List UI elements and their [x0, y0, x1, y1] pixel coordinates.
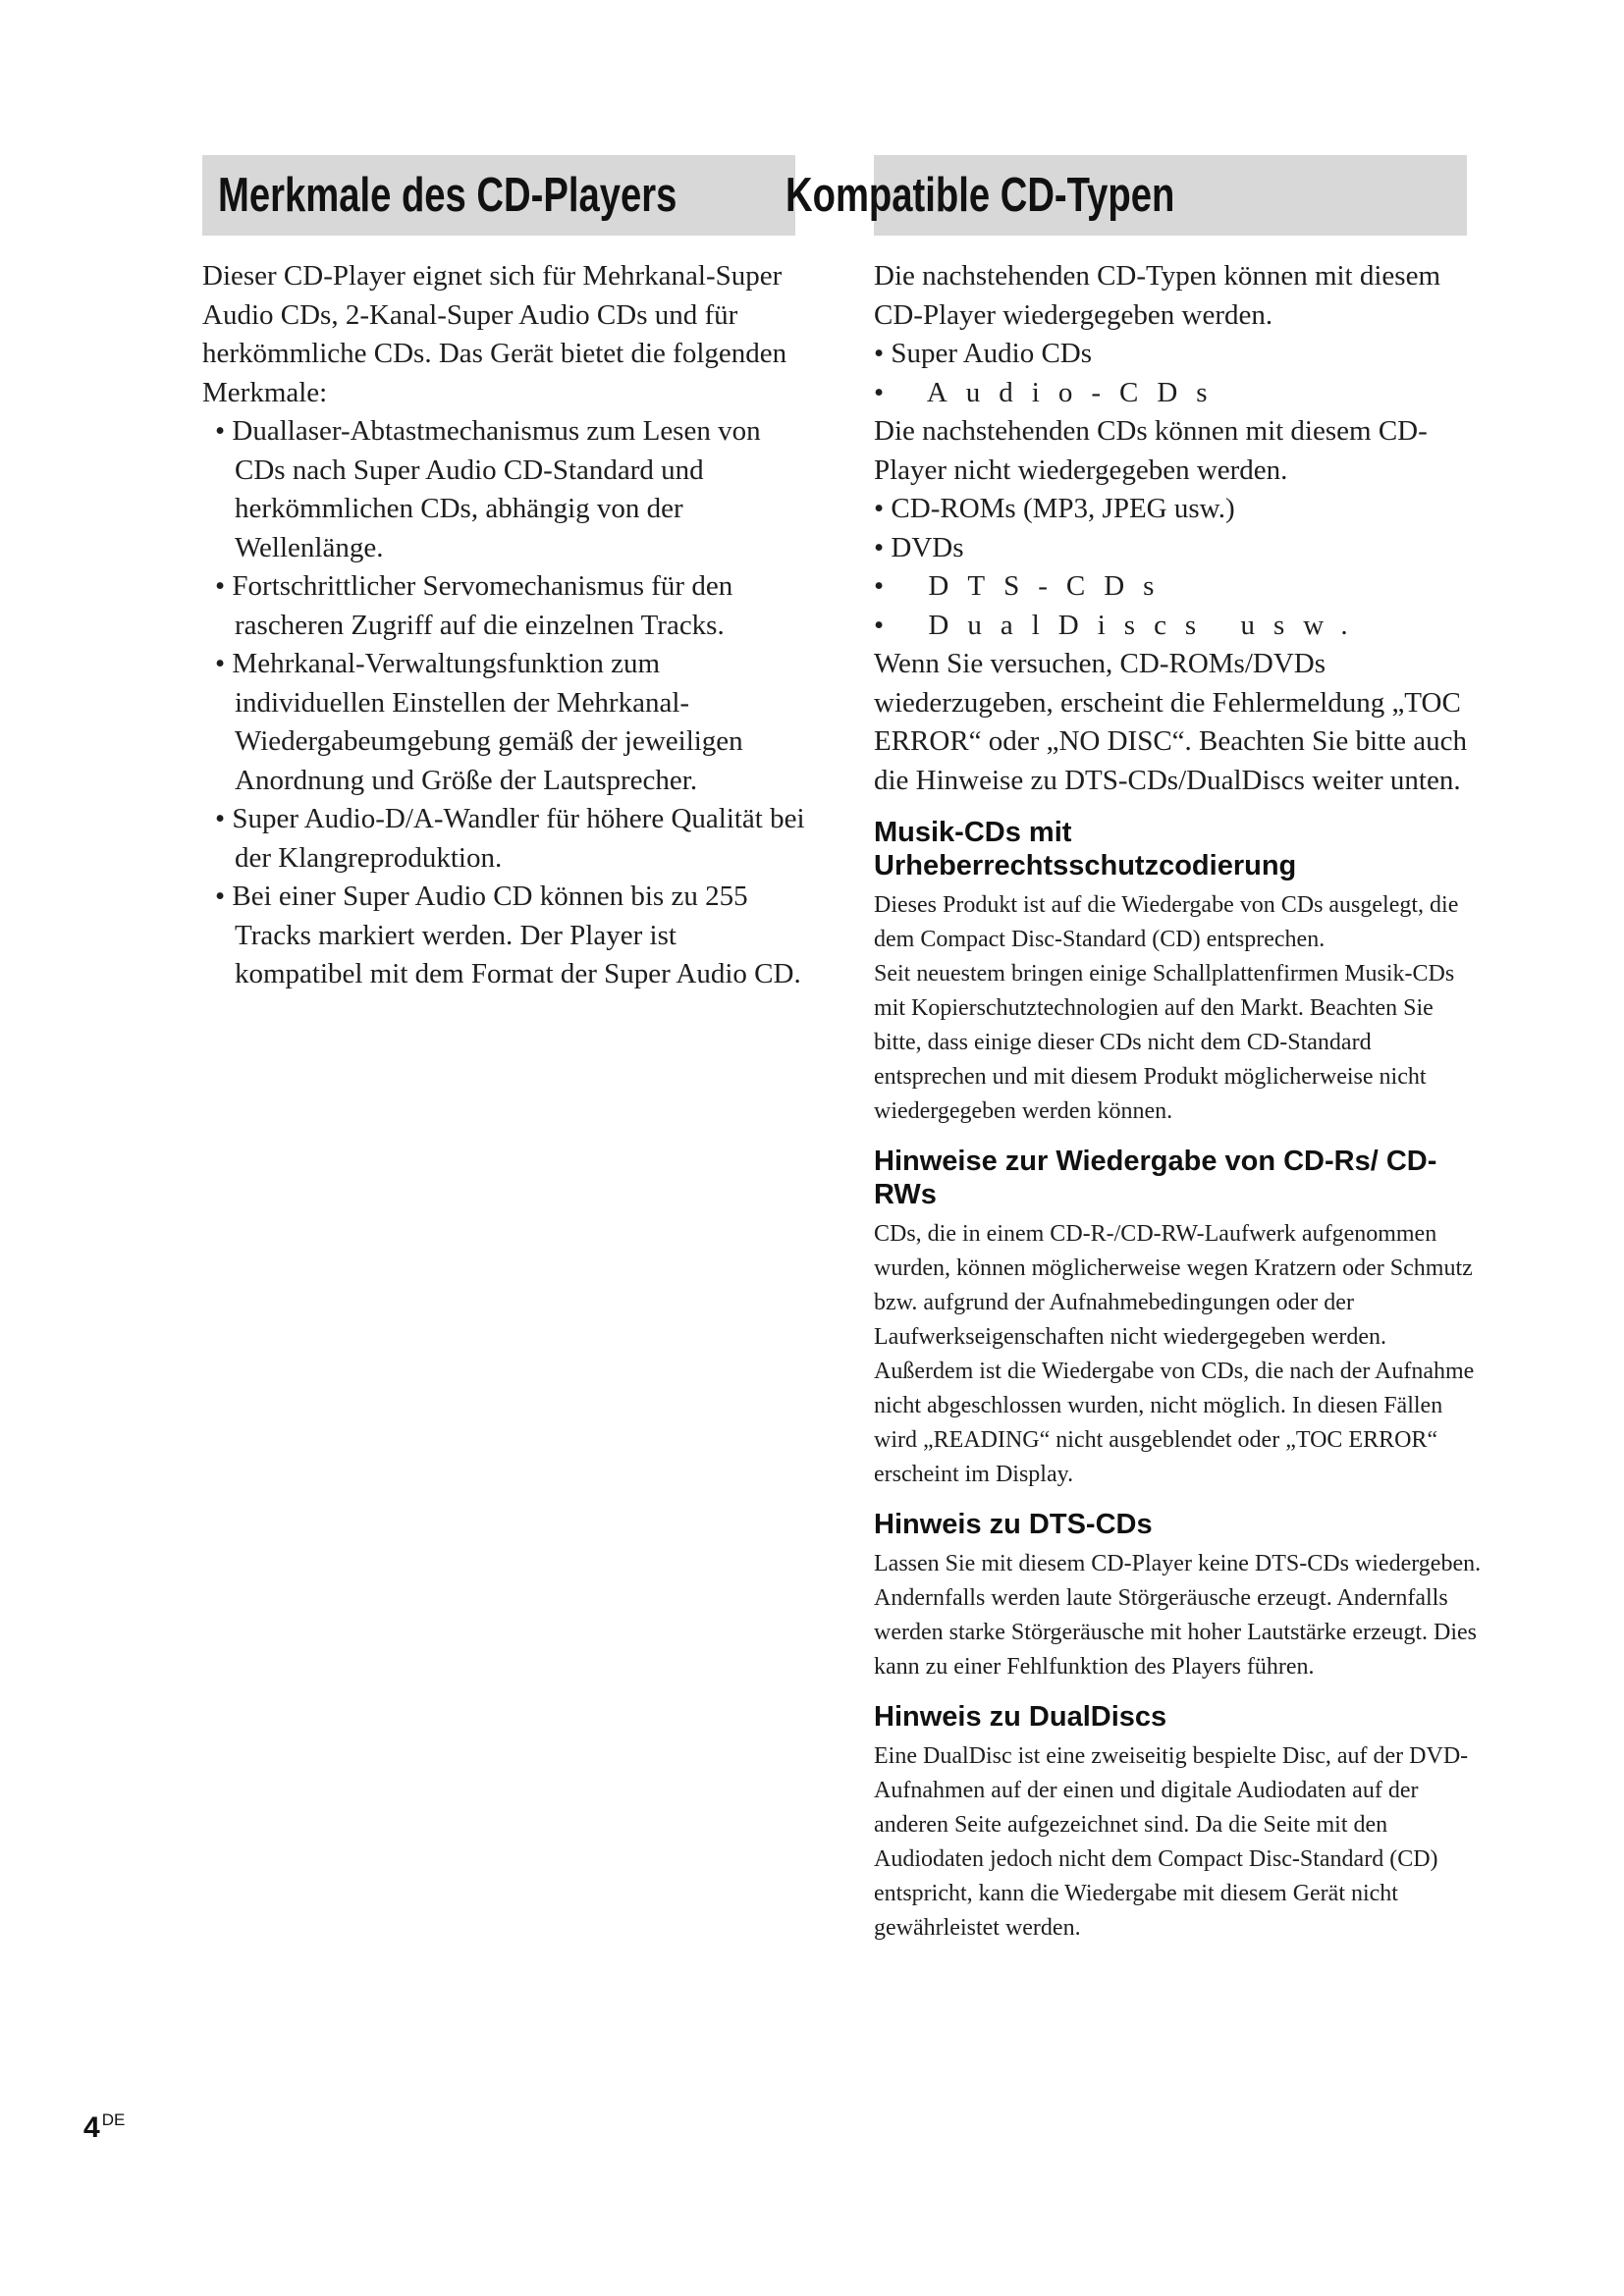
section-paragraph: CDs, die in einem CD-R-/CD-RW-Laufwerk aufgenommen wurden, können möglicherweise wegen Kratzern oder Schmutz bzw. aufgrund der Aufnahmebedingungen oder der Laufwerkseigenschaften nicht wiedergegeben werden. Außerdem ist die Wiedergabe von CDs, die nach der Aufnahme nicht abgeschlossen wurden, nicht möglich. In diesen Fällen wird „READING“ nicht ausgeblendet oder „TOC ERROR“ erscheint im Display. [874, 1221, 1475, 1487]
compatible-column [874, 257, 1483, 1946]
not-playable-item: • DTS-CDs [874, 567, 1483, 607]
section-paragraph: Lassen Sie mit diesem CD-Player keine DTS-CDs wiedergeben. Andernfalls werden laute Störgeräusche erzeugt. Andernfalls werden starke Störgeräusche mit hoher Lautstärke erzeugt. Dies kann zu einer Fehlfunktion des Players führen. [874, 1551, 1482, 1680]
section-paragraph: Eine DualDisc ist eine zweiseitig bespielte Disc, auf der DVD-Aufnahmen auf der einen und digitale Audiodaten auf der anderen Seite aufgezeichnet sind. Da die Seite mit den Audiodaten jedoch nicht dem Compact Disc-Standard (CD) entspricht, kann die Wiedergabe mit diesem Gerät nicht gewährleistet werden. [874, 1743, 1469, 1941]
compatible-intro: Die nachstehenden CD-Typen können mit diesem CD-Player wiedergegeben werden. [874, 260, 1441, 331]
section-paragraph: Dieses Produkt ist auf die Wiedergabe von CDs ausgelegt, die dem Compact Disc-Standard (CD) entsprechen. [874, 892, 1459, 952]
feature-item: • Fortschrittlicher Servomechanismus für den rascheren Zugriff auf die einzelnen Tracks. [202, 567, 811, 645]
section-title-cdr-cdrw: Hinweise zur Wiedergabe von CD-Rs/ CD-RWs [874, 1146, 1437, 1210]
feature-item: • Bei einer Super Audio CD können bis zu 255 Tracks markiert werden. Der Player ist kompatibel mit dem Format der Super Audio CD. [202, 878, 811, 994]
feature-item: • Duallaser-Abtastmechanismus zum Lesen von CDs nach Super Audio CD-Standard und herkömmlichen CDs, abhängig von der Wellenlänge. [202, 412, 811, 567]
features-column [202, 257, 811, 994]
page-number-value: 4 [83, 2111, 100, 2144]
section-paragraph: Seit neuestem bringen einige Schallplattenfirmen Musik-CDs mit Kopierschutztechnologien auf den Markt. Beachten Sie bitte, dass einige dieser CDs nicht dem CD-Standard entsprechen und mit diesem Produkt möglicherweise nicht wiedergegeben werden können. [874, 961, 1455, 1124]
playable-list [874, 335, 1483, 412]
section-title-copy-protection: Musik-CDs mit Urheberrechtsschutzcodierung [874, 817, 1297, 881]
not-playable-intro: Die nachstehenden CDs können mit diesem CD-Player nicht wiedergegeben werden. [874, 415, 1428, 486]
not-playable-list [874, 490, 1483, 645]
section-title-dualdiscs: Hinweis zu DualDiscs [874, 1701, 1167, 1733]
error-note: Wenn Sie versuchen, CD-ROMs/DVDs wiederzugeben, erscheint die Fehlermeldung „TOC ERROR“ oder „NO DISC“. Beachten Sie bitte auch die Hinweise zu DTS-CDs/DualDiscs weiter unten. [874, 648, 1468, 796]
section-title-dts-cds: Hinweis zu DTS-CDs [874, 1509, 1153, 1540]
not-playable-item: • DVDs [874, 529, 1483, 568]
not-playable-item: • CD-ROMs (MP3, JPEG usw.) [874, 490, 1483, 529]
page-number [83, 2101, 125, 2148]
heading-compatible-cd-types: Kompatible CD-Typen [785, 169, 1175, 222]
feature-item: • Mehrkanal-Verwaltungsfunktion zum individuellen Einstellen der Mehrkanal-Wiedergabeumgebung gemäß der jeweiligen Anordnung und Größe der Lautsprecher. [202, 645, 811, 800]
features-intro: Dieser CD-Player eignet sich für Mehrkanal-Super Audio CDs, 2-Kanal-Super Audio CDs und für herkömmliche CDs. Das Gerät bietet die folgenden Merkmale: [202, 260, 787, 408]
playable-item: • Audio-CDs [874, 374, 1483, 413]
page-number-suffix: DE [101, 2110, 126, 2129]
features-list [202, 412, 811, 994]
playable-item: • Super Audio CDs [874, 335, 1483, 374]
not-playable-item: • DualDiscs usw. [874, 607, 1483, 646]
feature-item: • Super Audio-D/A-Wandler für höhere Qualität bei der Klangreproduktion. [202, 800, 811, 878]
heading-features: Merkmale des CD-Players [218, 169, 677, 222]
